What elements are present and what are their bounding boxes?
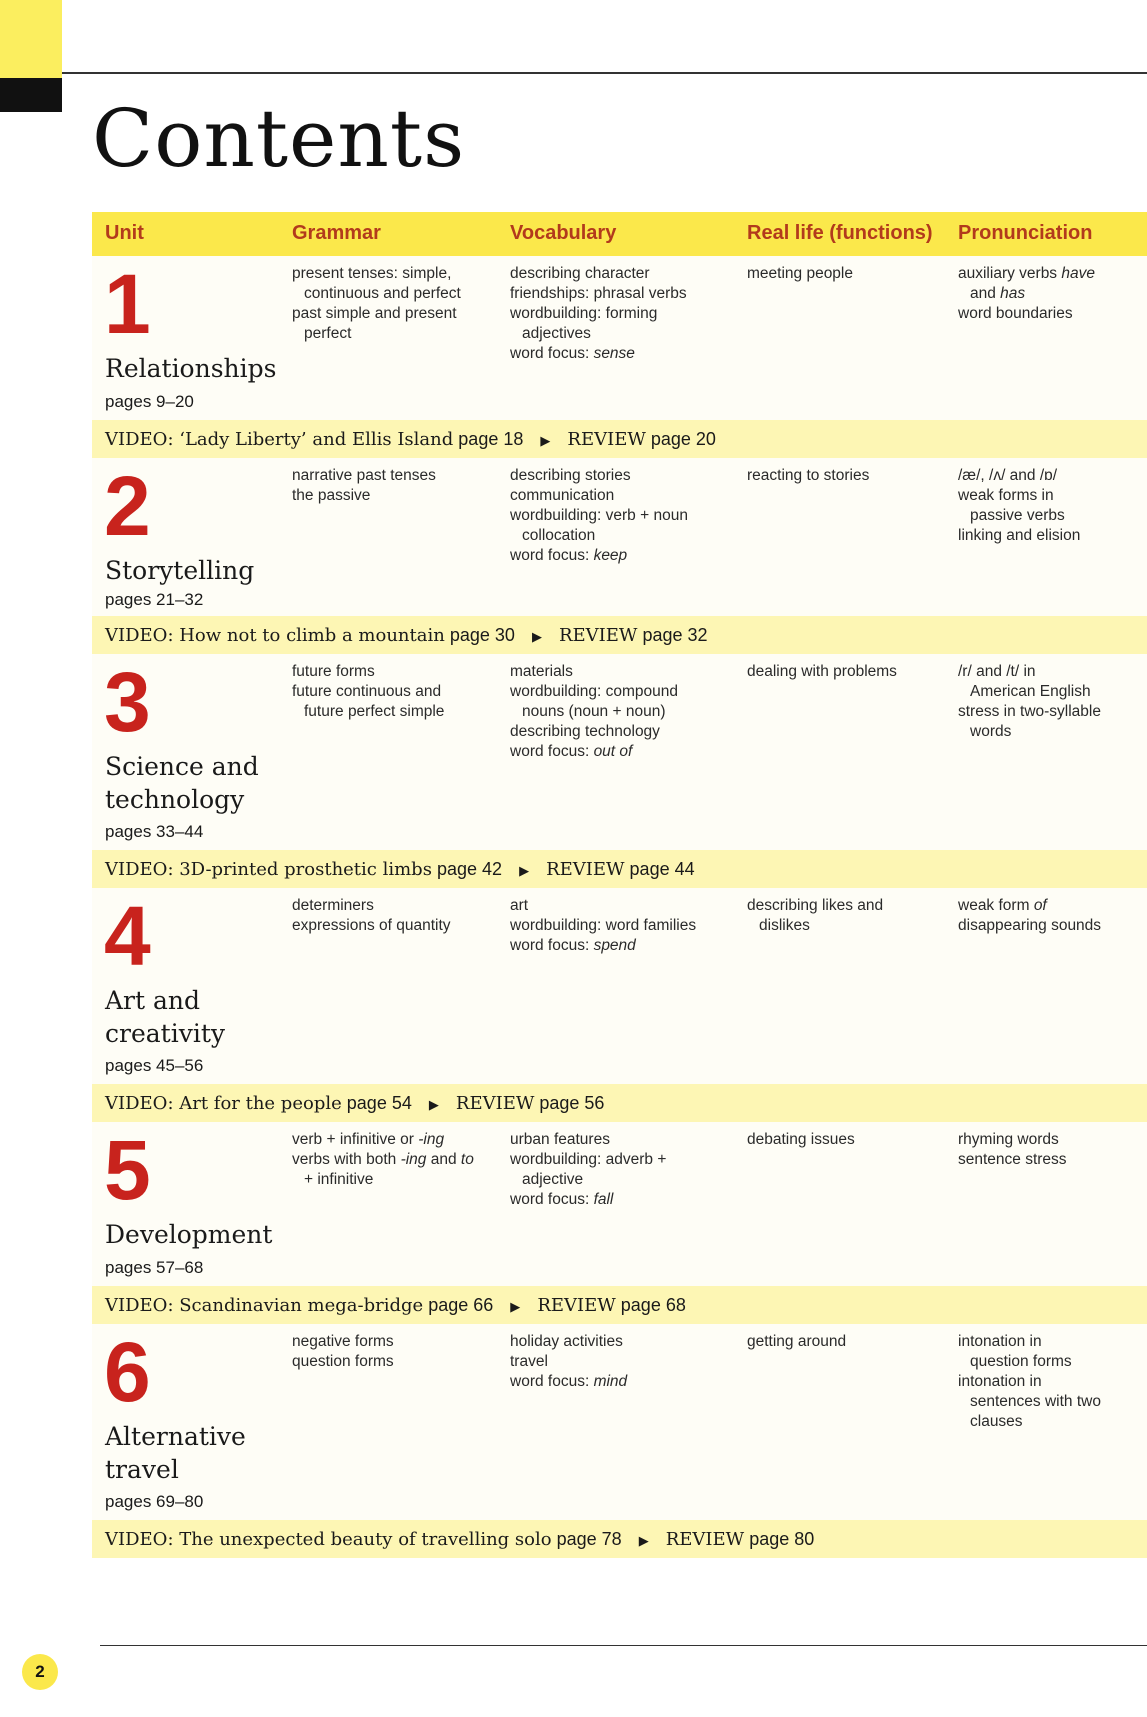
unit-name-line: Storytelling xyxy=(105,556,255,585)
unit-number: 5 xyxy=(104,1123,151,1217)
unit-name-line: Development xyxy=(105,1220,273,1249)
video-review-bar-6 xyxy=(92,1520,1147,1558)
vocabulary-cell xyxy=(510,466,725,566)
unit-pages: pages 21–32 xyxy=(105,590,204,609)
play-triangle-icon: ▶ xyxy=(531,629,542,644)
pronunciation-line xyxy=(958,896,1144,916)
unit-name-line: travel xyxy=(105,1455,179,1484)
grammar-cell xyxy=(292,662,492,722)
video-review-bar-3 xyxy=(92,850,1147,888)
review-page: page 80 xyxy=(749,1529,815,1549)
pronunciation-cell xyxy=(958,662,1144,742)
vocabulary-line: holiday activities xyxy=(510,1333,623,1350)
word-focus-label: word focus: xyxy=(510,1191,594,1208)
real-life-line: dealing with problems xyxy=(747,663,897,680)
review-label: REVIEW xyxy=(455,1093,535,1114)
header-vocabulary: Vocabulary xyxy=(510,222,617,244)
vocabulary-line: nouns (noun + noun) xyxy=(522,703,666,720)
review-page: page 56 xyxy=(539,1093,605,1113)
vocabulary-line: travel xyxy=(510,1353,548,1370)
pronunciation-cell xyxy=(958,264,1144,324)
vocabulary-cell xyxy=(510,896,725,956)
pronunciation-line: disappearing sounds xyxy=(958,917,1102,934)
video-review-bar-5 xyxy=(92,1286,1147,1324)
vocabulary-line: describing character xyxy=(510,265,650,282)
table-header xyxy=(92,212,1147,256)
vocabulary-line: wordbuilding: adverb + xyxy=(510,1151,667,1168)
pronunciation-line: stress in two-syllable xyxy=(958,703,1101,720)
video-page: page 18 xyxy=(458,429,524,449)
review-label: REVIEW xyxy=(567,429,646,450)
pronunciation-line: /r/ and /t/ in xyxy=(958,663,1036,680)
header-real-life: Real life (functions) xyxy=(747,222,933,244)
unit-row-3 xyxy=(92,654,1147,850)
vocabulary-line: adjectives xyxy=(522,325,591,342)
grammar-cell xyxy=(292,466,492,506)
vocabulary-line xyxy=(510,344,725,364)
unit-pages: pages 33–44 xyxy=(105,822,204,841)
grammar-italic: to xyxy=(460,1151,474,1168)
unit-name-line: creativity xyxy=(105,1019,225,1048)
unit-name-line: Relationships xyxy=(105,354,277,383)
vocabulary-line: communication xyxy=(510,487,615,504)
pronunciation-line: sentences with two xyxy=(970,1393,1101,1410)
word-focus-label: word focus: xyxy=(510,547,594,564)
word-focus-label: word focus: xyxy=(510,937,594,954)
vocabulary-line xyxy=(510,1372,725,1392)
pronunciation-cell xyxy=(958,466,1144,546)
pronunciation-line: /æ/, /ʌ/ and /ɒ/ xyxy=(958,467,1058,484)
review-page: page 32 xyxy=(642,625,708,645)
grammar-line: past simple and present xyxy=(292,305,457,322)
grammar-line: perfect xyxy=(304,325,352,342)
vocabulary-line: wordbuilding: compound xyxy=(510,683,679,700)
unit-name xyxy=(105,984,285,1050)
pron-text: and xyxy=(970,285,1001,302)
header-grammar: Grammar xyxy=(292,222,381,244)
word-focus-word: out of xyxy=(593,743,633,760)
corner-yellow-tab xyxy=(0,0,62,78)
header-unit: Unit xyxy=(105,222,144,244)
grammar-italic: -ing xyxy=(400,1151,427,1168)
grammar-line: present tenses: simple, xyxy=(292,265,452,282)
vocabulary-line xyxy=(510,742,725,762)
unit-number: 3 xyxy=(104,655,151,749)
unit-name xyxy=(105,1218,285,1251)
real-life-cell xyxy=(747,896,937,936)
word-focus-word: keep xyxy=(593,547,628,564)
vocabulary-line: urban features xyxy=(510,1131,610,1148)
grammar-line: future forms xyxy=(292,663,375,680)
grammar-cell xyxy=(292,264,492,344)
real-life-line: meeting people xyxy=(747,265,853,282)
review-label: REVIEW xyxy=(546,859,625,880)
unit-name xyxy=(105,1420,285,1486)
review-label: REVIEW xyxy=(537,1295,616,1316)
video-title: VIDEO: ‘Lady Liberty’ and Ellis Island xyxy=(105,429,454,450)
play-triangle-icon: ▶ xyxy=(638,1533,649,1548)
vocabulary-line: wordbuilding: word families xyxy=(510,917,697,934)
real-life-line: getting around xyxy=(747,1333,847,1350)
vocabulary-line: materials xyxy=(510,663,573,680)
unit-name-line: Art and xyxy=(105,986,201,1015)
video-title: VIDEO: Art for the people xyxy=(105,1093,342,1114)
pronunciation-line: linking and elision xyxy=(958,527,1081,544)
review-page: page 68 xyxy=(620,1295,686,1315)
video-page: page 66 xyxy=(428,1295,494,1315)
corner-black-tab xyxy=(0,78,62,112)
vocabulary-line: collocation xyxy=(522,527,596,544)
pronunciation-line: clauses xyxy=(970,1413,1023,1430)
video-review-bar-2 xyxy=(92,616,1147,654)
unit-name-line: technology xyxy=(105,785,245,814)
word-focus-label: word focus: xyxy=(510,1373,594,1390)
pron-text: auxiliary verbs xyxy=(958,265,1062,282)
word-focus-label: word focus: xyxy=(510,345,594,362)
grammar-line: determiners xyxy=(292,897,374,914)
grammar-text: verb + infinitive or xyxy=(292,1131,419,1148)
unit-name xyxy=(105,554,285,587)
real-life-cell xyxy=(747,264,937,284)
word-focus-label: word focus: xyxy=(510,743,594,760)
pron-italic: has xyxy=(1000,285,1026,302)
pronunciation-line: passive verbs xyxy=(970,507,1065,524)
grammar-line: continuous and perfect xyxy=(304,285,461,302)
pronunciation-cell xyxy=(958,896,1144,936)
vocabulary-line: art xyxy=(510,897,529,914)
video-review-bar-4 xyxy=(92,1084,1147,1122)
pronunciation-cell xyxy=(958,1332,1144,1432)
video-page: page 30 xyxy=(449,625,515,645)
unit-pages: pages 57–68 xyxy=(105,1258,204,1277)
grammar-text: verbs with both xyxy=(292,1151,401,1168)
video-page: page 42 xyxy=(436,859,503,879)
grammar-line: future perfect simple xyxy=(304,703,445,720)
word-focus-word: spend xyxy=(593,937,636,954)
page-number-badge: 2 xyxy=(22,1654,58,1690)
real-life-cell xyxy=(747,1130,937,1150)
vocabulary-cell xyxy=(510,1332,725,1392)
play-triangle-icon: ▶ xyxy=(519,863,530,878)
word-focus-word: sense xyxy=(593,345,635,362)
pron-italic: have xyxy=(1061,265,1095,282)
vocabulary-cell xyxy=(510,264,725,364)
pronunciation-line: question forms xyxy=(970,1353,1072,1370)
grammar-cell xyxy=(292,896,492,936)
vocabulary-line xyxy=(510,1190,725,1210)
pron-italic: of xyxy=(1033,897,1047,914)
unit-pages: pages 69–80 xyxy=(105,1492,204,1511)
header-pronunciation: Pronunciation xyxy=(958,222,1093,244)
unit-name xyxy=(105,750,285,816)
video-page: page 54 xyxy=(346,1093,412,1113)
unit-number: 4 xyxy=(104,889,151,983)
unit-number: 6 xyxy=(104,1325,151,1419)
bottom-rule xyxy=(100,1645,1147,1646)
video-title: VIDEO: How not to climb a mountain xyxy=(105,625,445,646)
grammar-cell xyxy=(292,1332,492,1372)
units-table xyxy=(92,256,1147,1558)
pronunciation-line xyxy=(958,264,1144,284)
pronunciation-line xyxy=(958,284,1144,304)
video-page: page 78 xyxy=(556,1529,622,1549)
unit-row-5 xyxy=(92,1122,1147,1286)
grammar-line: question forms xyxy=(292,1353,394,1370)
unit-row-1 xyxy=(92,256,1147,420)
real-life-line: reacting to stories xyxy=(747,467,870,484)
pronunciation-line: American English xyxy=(970,683,1091,700)
video-title: VIDEO: 3D-printed prosthetic limbs xyxy=(105,859,432,880)
grammar-italic: -ing xyxy=(418,1131,445,1148)
pronunciation-line: rhyming words xyxy=(958,1131,1059,1148)
pronunciation-line: intonation in xyxy=(958,1333,1042,1350)
unit-row-6 xyxy=(92,1324,1147,1520)
grammar-line: future continuous and xyxy=(292,683,442,700)
unit-name xyxy=(105,352,285,385)
pronunciation-line: word boundaries xyxy=(958,305,1073,322)
grammar-line xyxy=(292,1130,492,1150)
video-review-bar-1 xyxy=(92,420,1147,458)
unit-number: 1 xyxy=(104,257,151,351)
play-triangle-icon: ▶ xyxy=(540,433,551,448)
pronunciation-line: weak forms in xyxy=(958,487,1054,504)
vocabulary-line xyxy=(510,936,725,956)
unit-name-line: Science and xyxy=(105,752,259,781)
unit-row-2 xyxy=(92,458,1147,616)
real-life-line: dislikes xyxy=(759,917,810,934)
grammar-text: and xyxy=(426,1151,461,1168)
top-rule xyxy=(62,72,1147,74)
grammar-line: narrative past tenses xyxy=(292,467,436,484)
word-focus-word: fall xyxy=(593,1191,614,1208)
grammar-cell xyxy=(292,1130,492,1190)
vocabulary-line: describing technology xyxy=(510,723,660,740)
real-life-cell xyxy=(747,466,937,486)
play-triangle-icon: ▶ xyxy=(428,1097,439,1112)
pronunciation-line: sentence stress xyxy=(958,1151,1067,1168)
unit-name-line: Alternative xyxy=(105,1422,246,1451)
vocabulary-line: describing stories xyxy=(510,467,631,484)
unit-pages: pages 45–56 xyxy=(105,1056,204,1075)
grammar-line: expressions of quantity xyxy=(292,917,451,934)
video-title: VIDEO: The unexpected beauty of travelling solo xyxy=(105,1529,552,1550)
video-title: VIDEO: Scandinavian mega-bridge xyxy=(105,1295,424,1316)
vocabulary-line: friendships: phrasal verbs xyxy=(510,285,687,302)
real-life-line: describing likes and xyxy=(747,897,884,914)
vocabulary-cell xyxy=(510,662,725,762)
vocabulary-line: wordbuilding: verb + noun xyxy=(510,507,688,524)
unit-number: 2 xyxy=(104,459,151,553)
page-title: Contents xyxy=(92,92,466,185)
review-page: page 44 xyxy=(629,859,695,879)
unit-row-4 xyxy=(92,888,1147,1084)
real-life-cell xyxy=(747,1332,937,1352)
review-label: REVIEW xyxy=(665,1529,745,1550)
grammar-line xyxy=(292,1150,492,1170)
review-page: page 20 xyxy=(650,429,716,449)
real-life-cell xyxy=(747,662,937,682)
real-life-line: debating issues xyxy=(747,1131,855,1148)
vocabulary-line: wordbuilding: forming xyxy=(510,305,658,322)
grammar-line: + infinitive xyxy=(304,1171,374,1188)
unit-pages: pages 9–20 xyxy=(105,392,194,411)
pronunciation-line: intonation in xyxy=(958,1373,1042,1390)
play-triangle-icon: ▶ xyxy=(510,1299,521,1314)
pron-text: weak form xyxy=(958,897,1034,914)
pronunciation-line: words xyxy=(970,723,1012,740)
grammar-line: negative forms xyxy=(292,1333,394,1350)
word-focus-word: mind xyxy=(593,1373,628,1390)
vocabulary-line xyxy=(510,546,725,566)
review-label: REVIEW xyxy=(558,625,638,646)
vocabulary-line: adjective xyxy=(522,1171,584,1188)
vocabulary-cell xyxy=(510,1130,725,1210)
pronunciation-cell xyxy=(958,1130,1144,1170)
grammar-line: the passive xyxy=(292,487,371,504)
